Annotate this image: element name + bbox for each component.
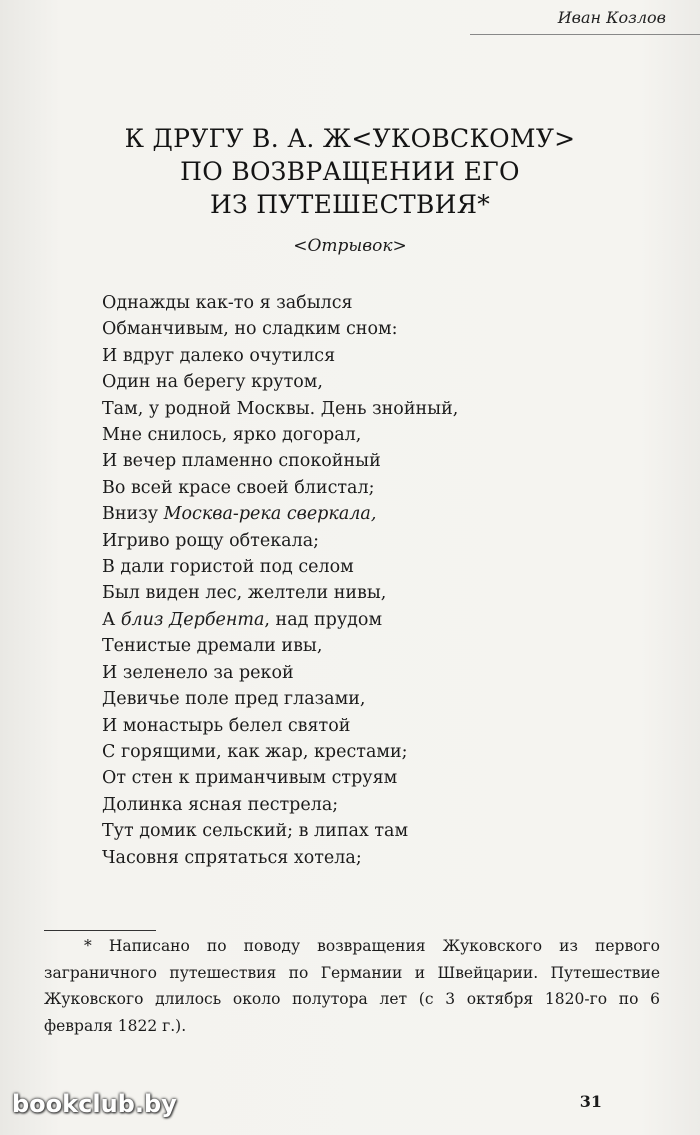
poem-line: И зеленело за рекой <box>102 662 294 683</box>
title-line: ИЗ ПУТЕШЕСТВИЯ* <box>209 190 491 219</box>
poem-line: Там, у родной Москвы. День знойный, <box>102 398 459 419</box>
header-rule <box>470 34 700 35</box>
footnote-rule <box>44 930 156 931</box>
poem-line: В дали гористой под селом <box>102 557 354 578</box>
poem-line: Игриво рощу обтекала; <box>102 530 320 551</box>
poem-line: И вдруг далеко очутился <box>102 345 336 366</box>
poem-line-text: , над прудом <box>264 609 383 630</box>
poem-line: Тенистые дремали ивы, <box>102 636 323 657</box>
poem-line: Часовня спрятаться хотела; <box>102 847 362 868</box>
poem-line: И монастырь белел святой <box>102 715 351 736</box>
poem-line: Один на берегу крутом, <box>102 372 323 393</box>
poem-line-text: Внизу <box>102 504 164 525</box>
footnote-text: * Написано по поводу возвращения Жуковского из первого заграничного путешествия по Германии и Швейцарии. Путешествие Жуковского длилось около полутора лет (с 3 октября 1820-го по 6 февраля 1822 г.). <box>44 937 660 1035</box>
poem-line: Мне снилось, ярко догорал, <box>102 425 362 446</box>
title-line: ПО ВОЗВРАЩЕНИИ ЕГО <box>180 157 520 186</box>
poem-line: Однажды как-то я забылся <box>102 293 353 313</box>
title-line: К ДРУГУ В. А. Ж<УКОВСКОМУ> <box>124 124 576 153</box>
poem-line-text: А <box>102 609 121 630</box>
poem-line: С горящими, как жар, крестами; <box>102 741 408 762</box>
poem-line: Обманчивым, но сладким сном: <box>102 319 398 340</box>
poem-line: Долинка ясная пестрела; <box>102 794 339 815</box>
poem-line-italic: близ Дербента <box>120 609 265 630</box>
poem-body <box>102 290 458 871</box>
poem-line <box>102 501 458 527</box>
poem-line: Тут домик сельский; в липах там <box>102 821 409 842</box>
poem-line: От стен к приманчивым струям <box>102 768 398 789</box>
poem-line: И вечер пламенно спокойный <box>102 451 381 472</box>
footnote <box>44 933 660 1039</box>
page-number: 31 <box>579 1092 602 1111</box>
poem-line-italic: Москва-река сверкала, <box>163 504 377 525</box>
poem-title <box>40 122 660 221</box>
poem-line: Был виден лес, желтели нивы, <box>102 583 387 604</box>
running-head: Иван Козлов <box>557 8 666 27</box>
poem-line: Девичье поле пред глазами, <box>102 689 366 710</box>
poem-line <box>102 607 458 633</box>
watermark: bookclub.by <box>12 1090 177 1118</box>
poem-line: Во всей красе своей блистал; <box>102 477 375 498</box>
poem-subtitle: <Отрывок> <box>293 236 407 256</box>
